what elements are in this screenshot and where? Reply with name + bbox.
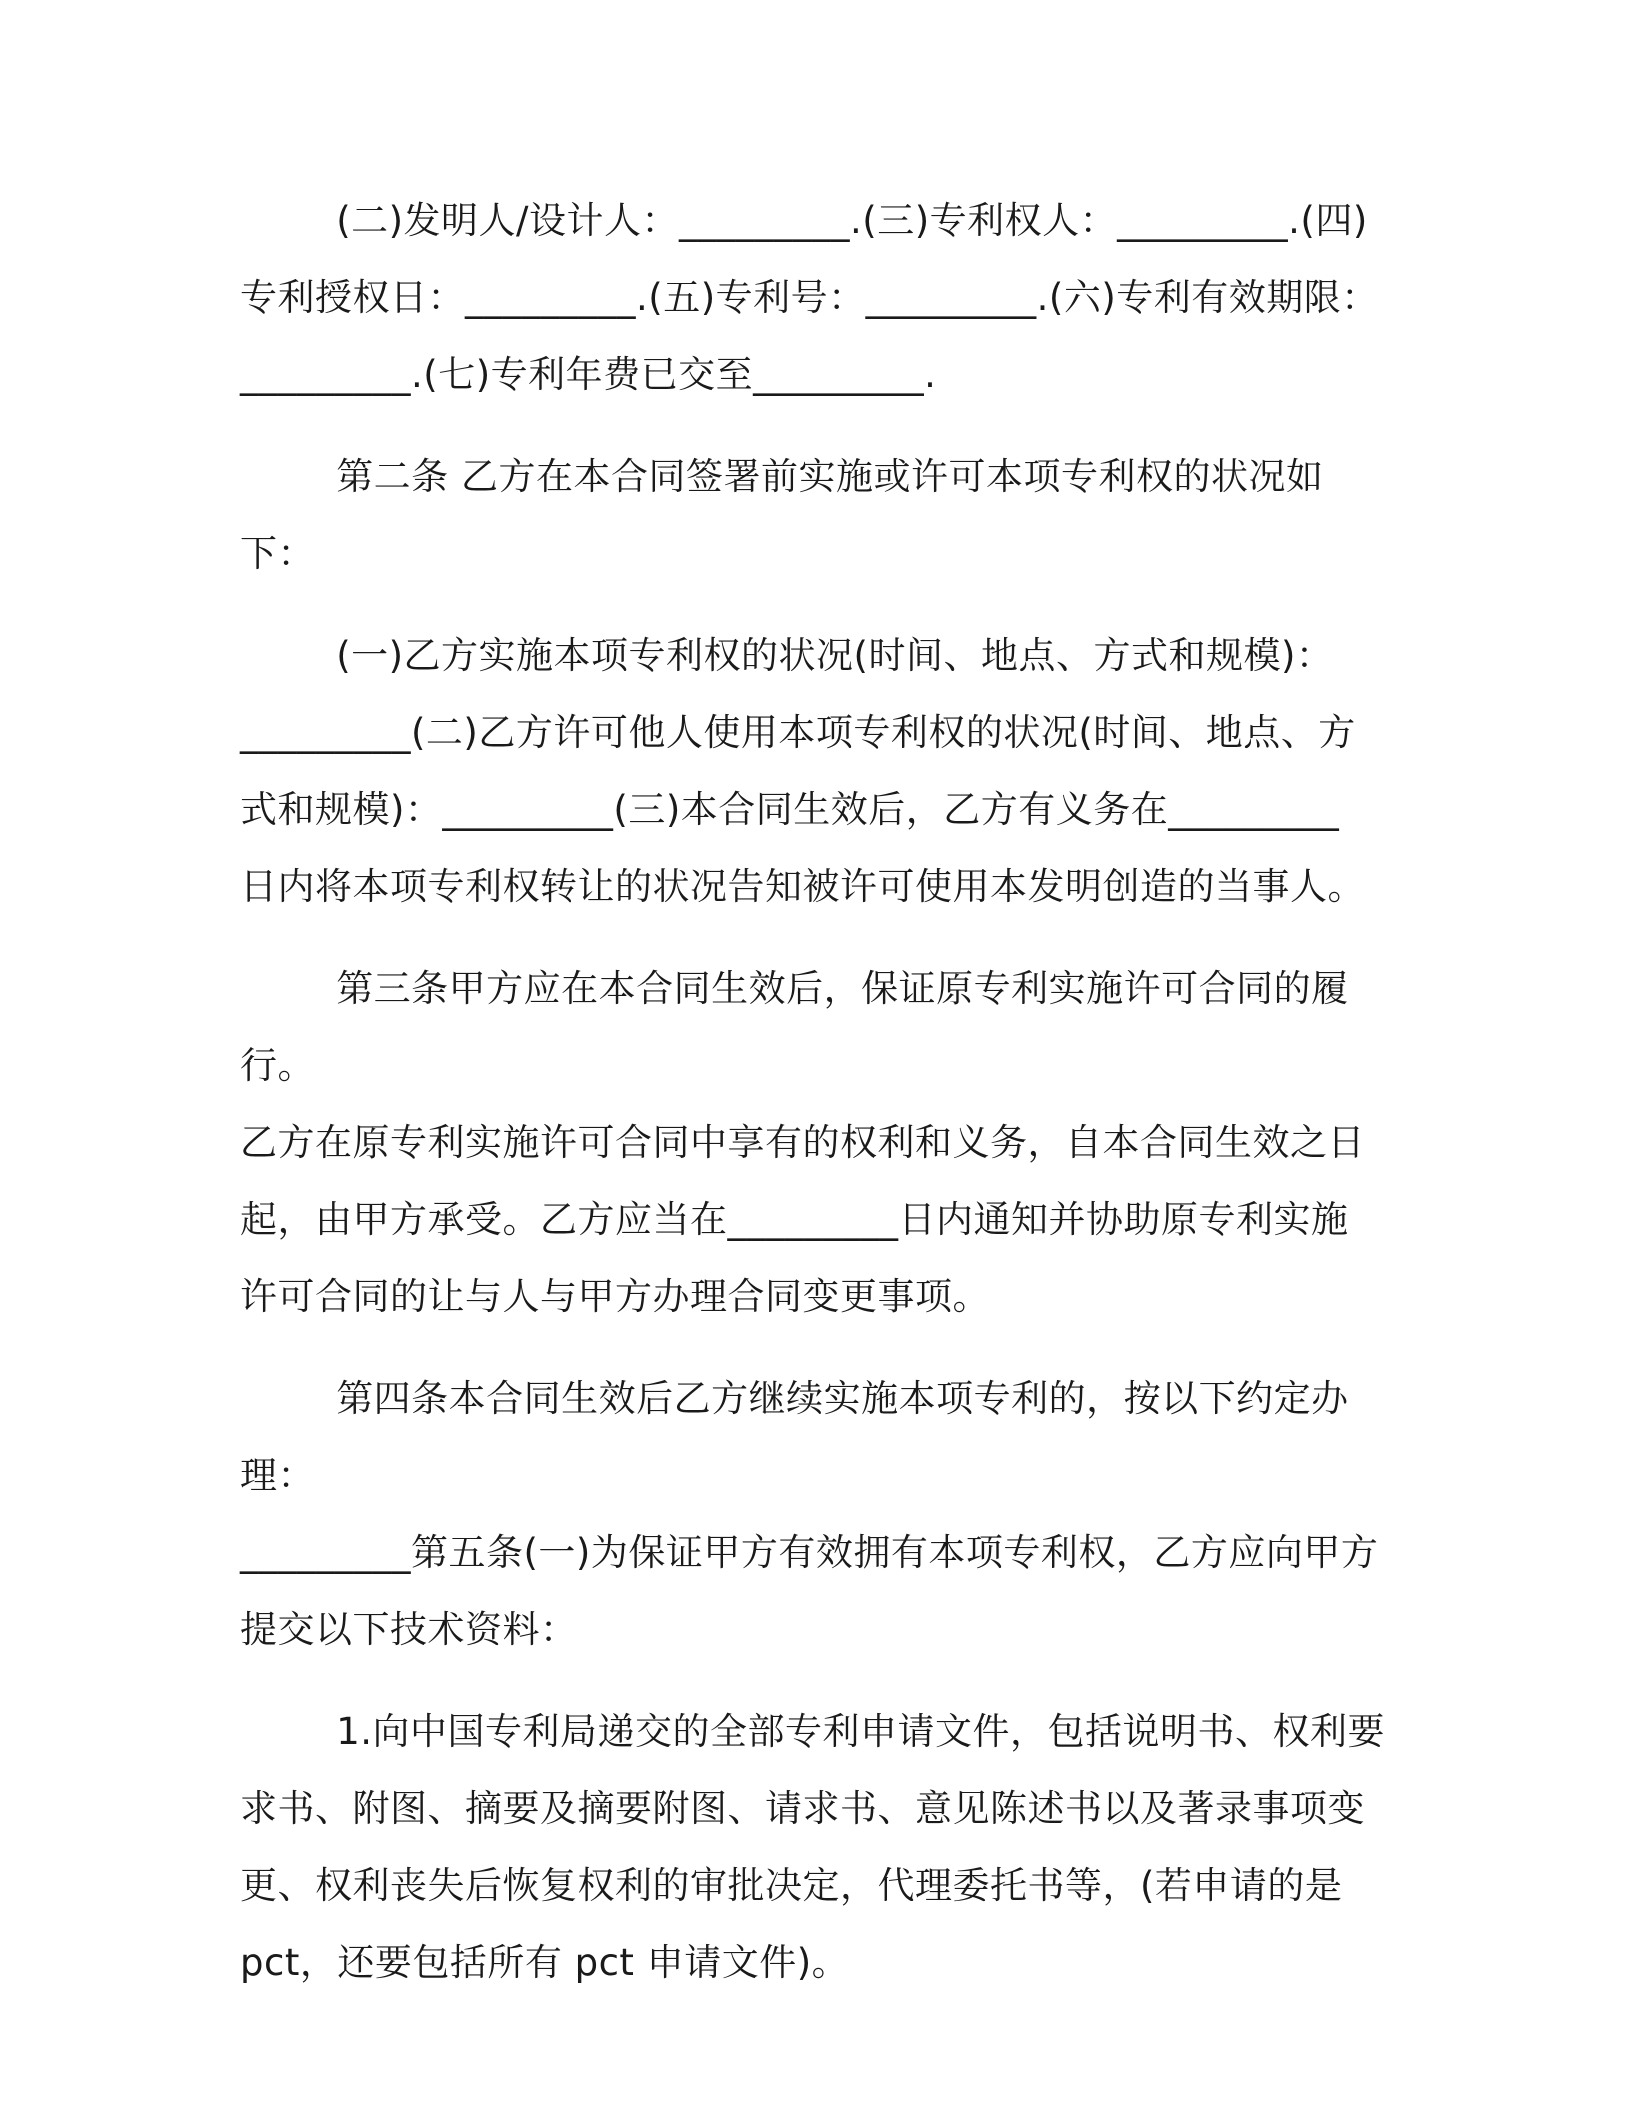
document-body	[240, 182, 1390, 2026]
paragraph-article-4-5: 第四条本合同生效后乙方继续实施本项专利的，按以下约定办理： _________第五条(一)为保证甲方有效拥有本项专利权，乙方应向甲方 提交以下技术资料：	[240, 1377, 1379, 1651]
paragraph-patent-info: (二)发明人/设计人：_________.(三)专利权人：_________.(四) 专利授权日：_________.(五)专利号：_________.(六)专利有效期限： _________.(七)专利年费已交至_________.	[240, 199, 1379, 396]
paragraph-article-3: 第三条甲方应在本合同生效后，保证原专利实施许可合同的履行。 乙方在原专利实施许可合同中享有的权利和义务，自本合同生效之日 起，由甲方承受。乙方应当在_________日内通知并协助原专利实施 许可合同的让与人与甲方办理合同变更事项。	[240, 967, 1365, 1318]
paragraph-article-2-details: (一)乙方实施本项专利权的状况(时间、地点、方式和规模)： _________(二)乙方许可他人使用本项专利权的状况(时间、地点、方 式和规模)：_________(三)本合同生效后，乙方有义务在_________ 日内将本项专利权转让的状况告知被许可使用本发明创造的当事人。	[240, 634, 1365, 908]
paragraph-technical-materials: 1.向中国专利局递交的全部专利申请文件，包括说明书、权利要 求书、附图、摘要及摘要附图、请求书、意见陈述书以及著录事项变 更、权利丧失后恢复权利的审批决定，代理委托书等，(若申请的是 pct，还要包括所有 pct 申请文件)。	[240, 1710, 1385, 1984]
paragraph-article-2: 第二条 乙方在本合同签署前实施或许可本项专利权的状况如下：	[240, 455, 1324, 575]
